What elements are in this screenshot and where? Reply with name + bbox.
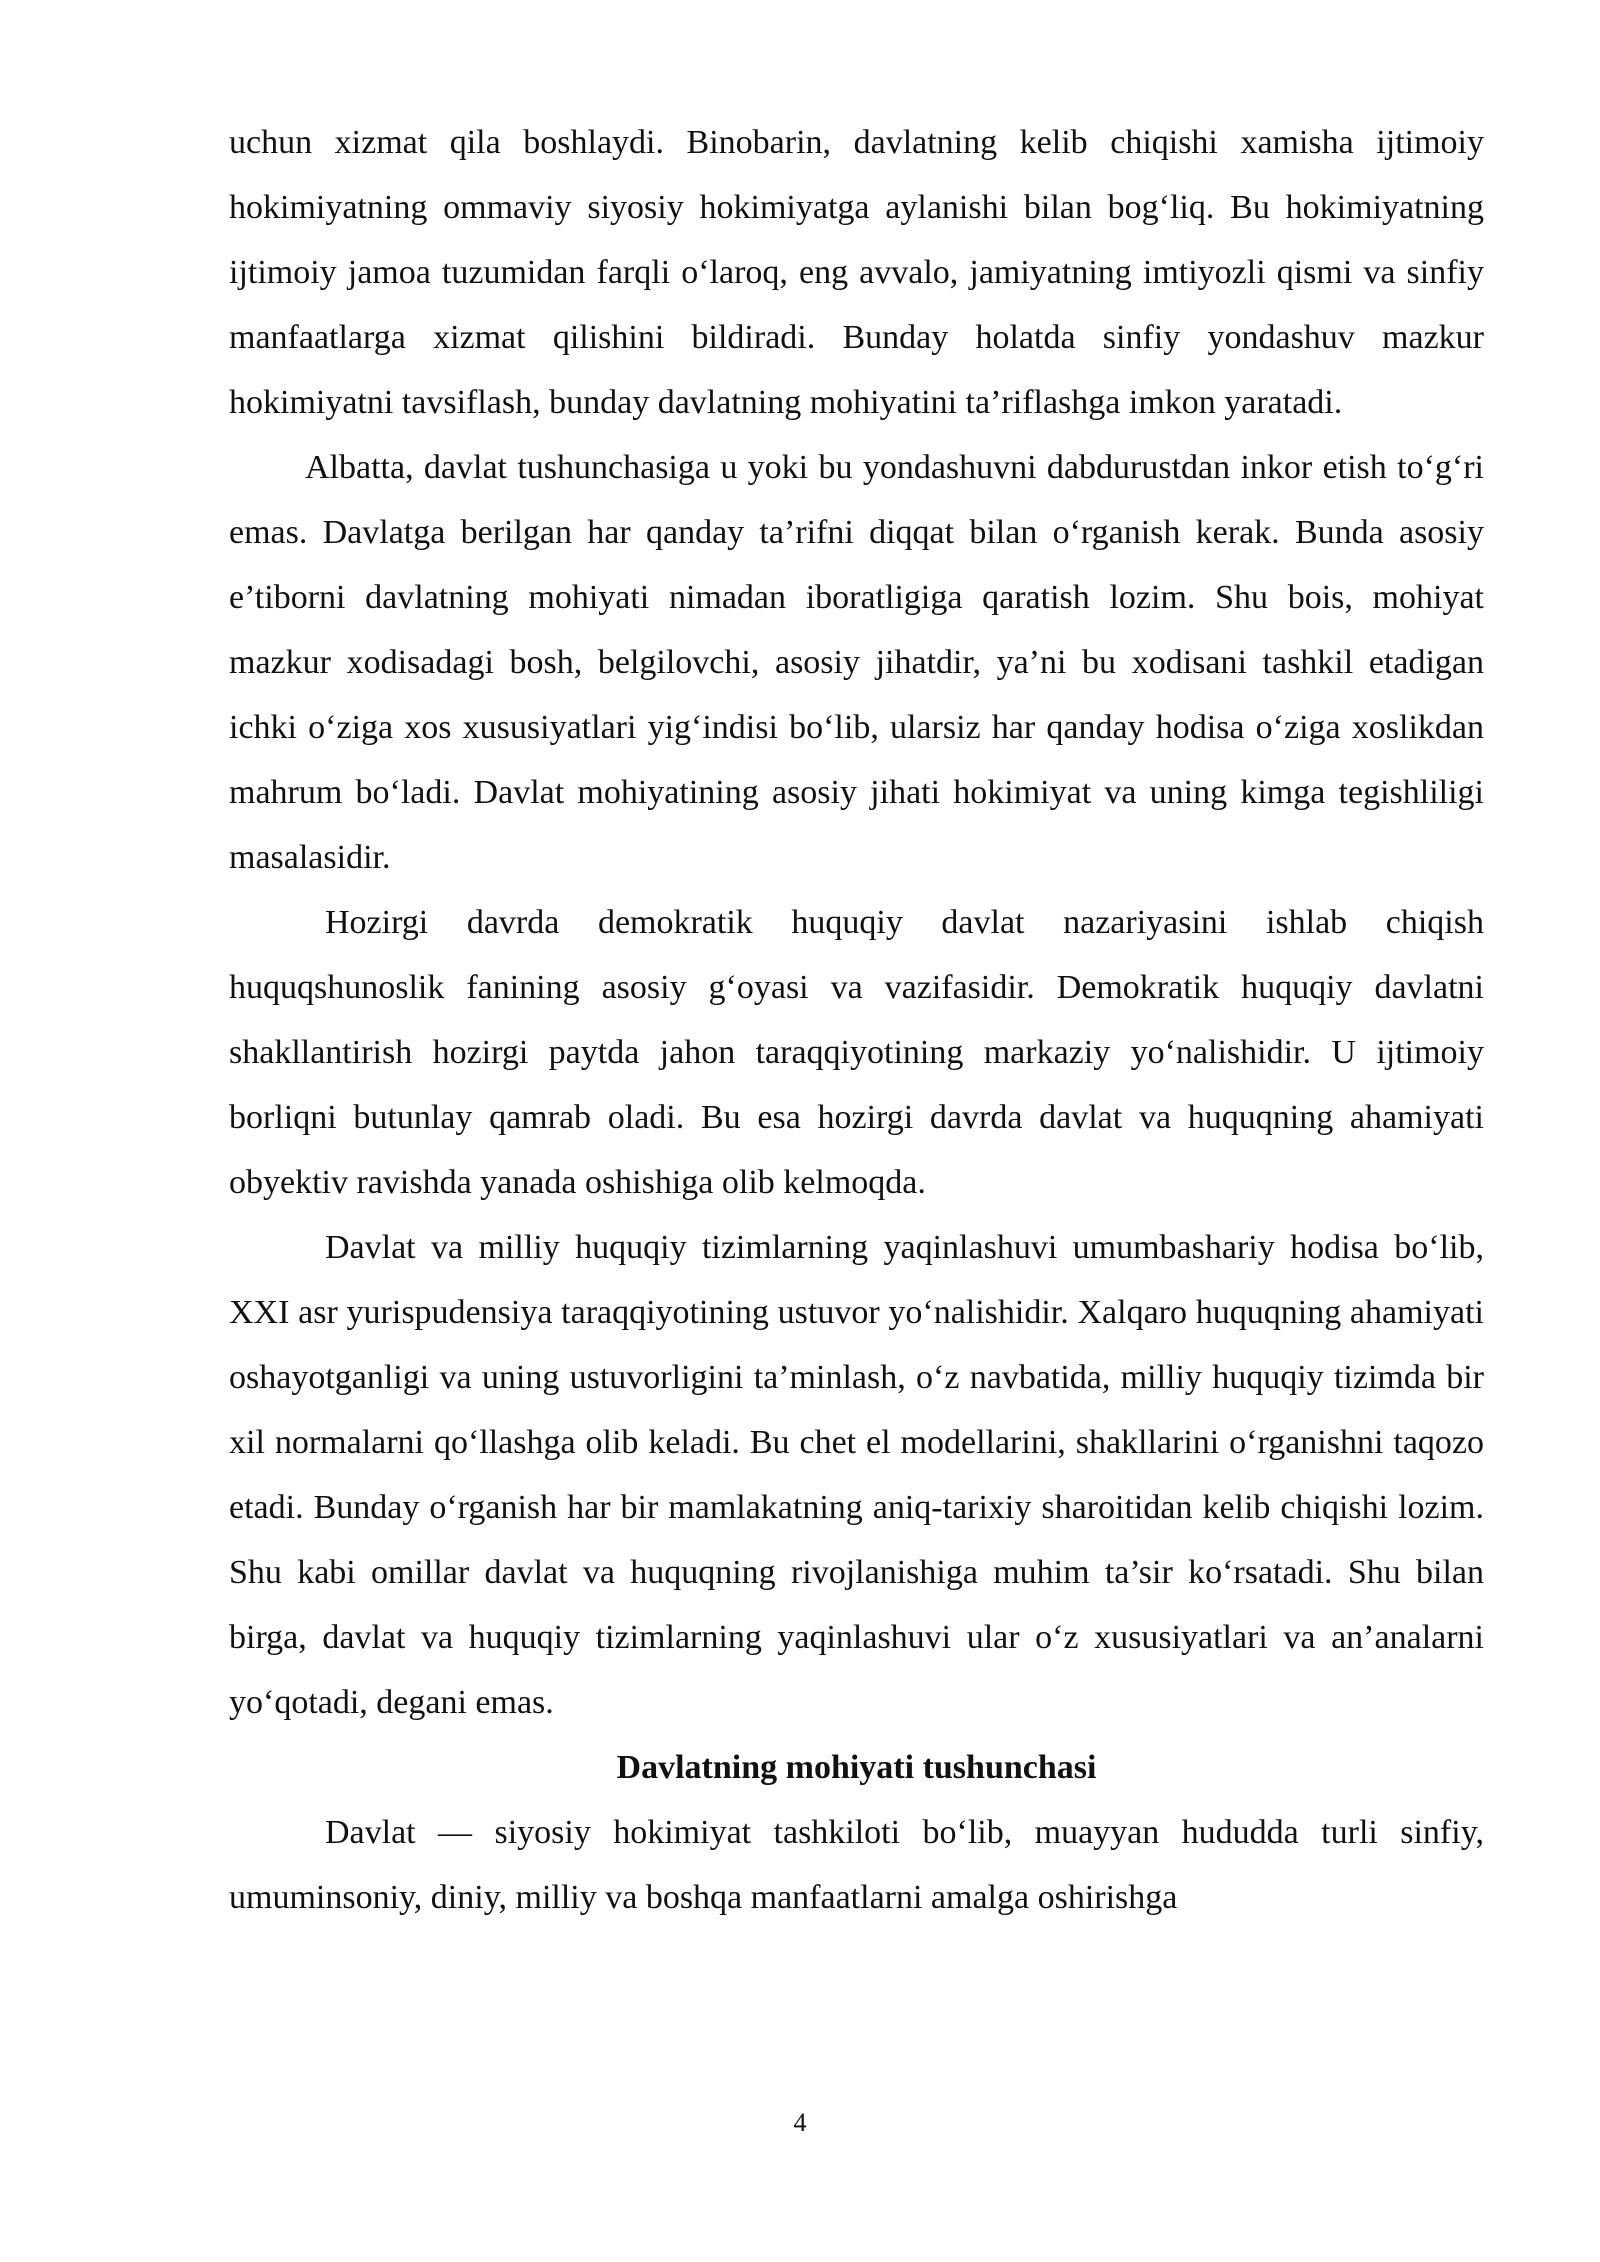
paragraph-3: Hozirgi davrda demokratik huquqiy davlat nazariyasini ishlab chiqish huquqshunoslik fanining asosiy g‘oyasi va vazifasidir. Demokratik huquqiy davlatni shakllantirish hozirgi paytda jahon taraqqiyotining markaziy yo‘nalishidir. U ijtimoiy borliqni butunlay qamrab oladi. Bu esa hozirgi davrda davlat va huquqning ahamiyati obyektiv ravishda yanada oshishiga olib kelmoqda. (229, 904, 1484, 1201)
paragraph-4: Davlat va milliy huquqiy tizimlarning yaqinlashuvi umumbashariy hodisa bo‘lib, XXI asr yurispudensiya taraqqiyotining ustuvor yo‘nalishidir. Xalqaro huquqning ahamiyati oshayotganligi va uning ustuvorligini ta’minlash, o‘z navbatida, milliy huquqiy tizimda bir xil normalarni qo‘llashga olib keladi. Bu chet el modellarini, shakllarini o‘rganishni taqozo etadi. Bunday o‘rganish har bir mamlakatning aniq-tarixiy sharoitidan kelib chiqishi lozim. Shu kabi omillar davlat va huquqning rivojlanishiga muhim ta’sir ko‘rsatadi. Shu bilan birga, davlat va huquqiy tizimlarning yaqinlashuvi ular o‘z xususiyatlari va an’analarni yo‘qotadi, degani emas. (229, 1229, 1484, 1721)
paragraph-1: uchun xizmat qila boshlaydi. Binobarin, davlatning kelib chiqishi xamisha ijtimoiy hokimiyatning ommaviy siyosiy hokimiyatga aylanishi bilan bog‘liq. Bu hokimiyatning ijtimoiy jamoa tuzumidan farqli o‘laroq, eng avvalo, jamiyatning imtiyozli qismi va sinfiy manfaatlarga xizmat qilishini bildiradi. Bunday holatda sinfiy yondashuv mazkur hokimiyatni tavsiflash, bunday davlatning mohiyatini ta’riflashga imkon yaratadi. (229, 124, 1484, 421)
page-number: 4 (793, 2108, 807, 2137)
section-heading: Davlatning mohiyati tushunchasi (616, 1749, 1097, 1786)
paragraph-2: Albatta, davlat tushunchasiga u yoki bu yondashuvni dabdurustdan inkor etish to‘g‘ri emas. Davlatga berilgan har qanday ta’rifni diqqat bilan o‘rganish kerak. Bunda asosiy e’tiborni davlatning mohiyati nimadan iboratligiga qaratish lozim. Shu bois, mohiyat mazkur xodisadagi bosh, belgilovchi, asosiy jihatdir, ya’ni bu xodisani tashkil etadigan ichki o‘ziga xos xususiyatlari yig‘indisi bo‘lib, ularsiz har qanday hodisa o‘ziga xoslikdan mahrum bo‘ladi. Davlat mohiyatining asosiy jihati hokimiyat va uning kimga tegishliligi masalasidir. (229, 449, 1484, 876)
body-text (229, 110, 1484, 1930)
paragraph-5: Davlat — siyosiy hokimiyat tashkiloti bo‘lib, muayyan hududda turli sinfiy, umuminsoniy, diniy, milliy va boshqa manfaatlarni amalga oshirishga (229, 1814, 1484, 1916)
